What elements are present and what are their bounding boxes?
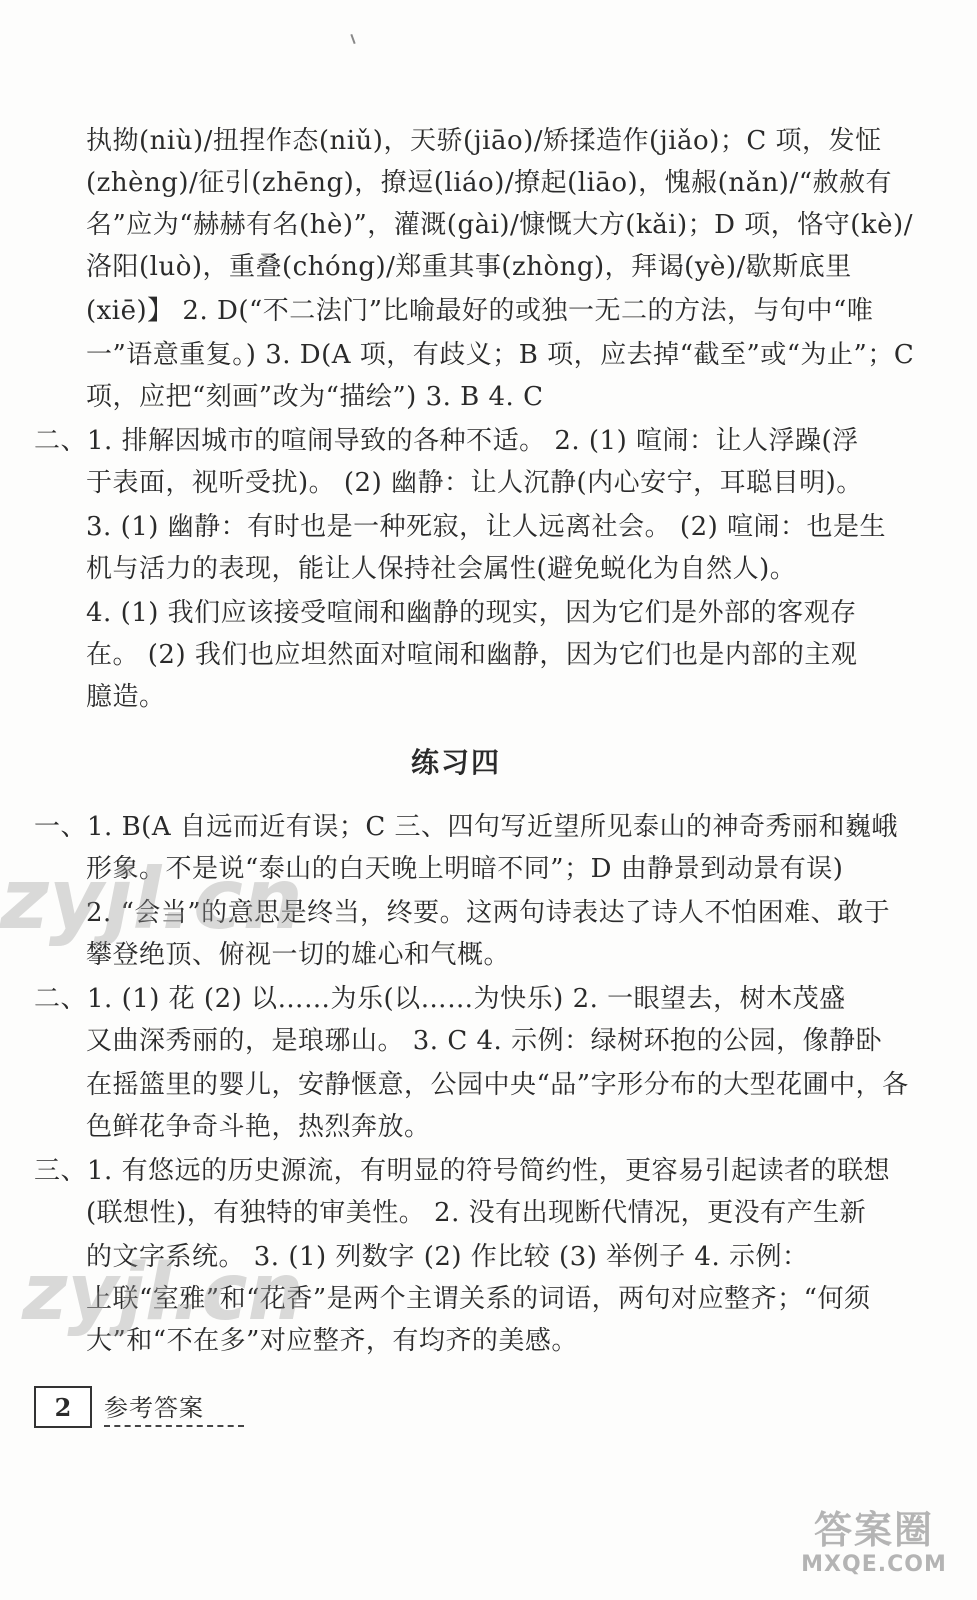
corner-logo-url: MXQE.COM [801,1552,947,1577]
text-line: 大”和“不在多”对应整齐，有均齐的美感。 [86,1326,578,1356]
watermark: zyjl.cn [0,850,303,948]
question-line: 二、1. 排解因城市的喧闹导致的各种不适。 2. (1) 喧闹：让人浮躁(浮 [34,426,859,456]
corner-logo-title: 答案圈 [813,1508,934,1552]
text-line: 臆造。 [86,682,166,712]
footer-label: 参考答案 [104,1388,244,1427]
text-line: 机与活力的表现，能让人保持社会属性(避免蜕化为自然人)。 [86,554,797,584]
question-line: 三、1. 有悠远的历史源流，有明显的符号简约性，更容易引起读者的联想 [34,1156,891,1186]
text-line: (xiē)】 2. D(“不二法门”比喻最好的或独一无二的方法，与句中“唯 [86,296,874,326]
text-line: (zhèng)/征引(zhēng)，撩逗(liáo)/撩起(liāo)，愧赧(nǎn)/“赦赦有 [86,168,893,198]
text-line: 一”语意重复。) 3. D(A 项，有歧义；B 项，应去掉“截至”或“为止”；C [86,340,915,370]
text-line: 在。 (2) 我们也应坦然面对喧闹和幽静，因为它们也是内部的主观 [86,640,858,670]
text-line: 4. (1) 我们应该接受喧闹和幽静的现实，因为它们是外部的客观存 [86,598,857,628]
exercise-title: 练习四 [410,746,501,779]
text-line: 形象。不是说“泰山的白天晚上明暗不同”；D 由静景到动景有误) [86,854,844,884]
text-line: 2. “会当”的意思是终当，终要。这两句诗表达了诗人不怕困难、敢于 [86,898,891,928]
text-line: 上联“室雅”和“花香”是两个主谓关系的词语，两句对应整齐；“何须 [86,1284,871,1314]
watermark: zyjl.cn [22,1248,304,1338]
page-number: 2 [34,1386,92,1428]
text-line: 3. (1) 幽静：有时也是一种死寂，让人远离社会。 (2) 喧闹：也是生 [86,512,887,542]
corner-logo [779,1508,969,1594]
text-line: 名”应为“赫赫有名(hè)”，灌溉(gài)/慷慨大方(kǎi)；D 项，恪守(kè)/ [86,210,913,240]
question-line: 二、1. (1) 花 (2) 以……为乐(以……为快乐) 2. 一眼望去，树木茂盛 [34,984,846,1014]
scan-speck [350,34,355,44]
text-line: 洛阳(luò)，重叠(chóng)/郑重其事(zhòng)，拜谒(yè)/歇斯底里 [86,252,852,282]
text-line: 攀登绝顶、俯视一切的雄心和气概。 [86,940,511,970]
page-footer [34,1386,244,1428]
question-line: 一、1. B(A 自远而近有误；C 三、四句写近望所见泰山的神奇秀丽和巍峨 [34,812,899,842]
text-line: 色鲜花争奇斗艳，热烈奔放。 [86,1112,431,1142]
text-line: 于表面，视听受扰)。 (2) 幽静：让人沉静(内心安宁，耳聪目明)。 [86,468,863,498]
text-line: 的文字系统。 3. (1) 列数字 (2) 作比较 (3) 举例子 4. 示例： [86,1242,809,1272]
text-line: 项，应把“刻画”改为“描绘”) 3. B 4. C [86,382,544,412]
text-line: 在摇篮里的婴儿，安静惬意，公园中央“品”字形分布的大型花圃中，各 [86,1070,909,1100]
text-line: (联想性)，有独特的审美性。 2. 没有出现断代情况，更没有产生新 [86,1198,867,1228]
text-line: 执拗(niù)/扭捏作态(niǔ)，天骄(jiāo)/矫揉造作(jiǎo)；C 项，发怔 [86,126,882,156]
text-line: 又曲深秀丽的，是琅琊山。 3. C 4. 示例：绿树环抱的公园，像静卧 [86,1026,883,1056]
